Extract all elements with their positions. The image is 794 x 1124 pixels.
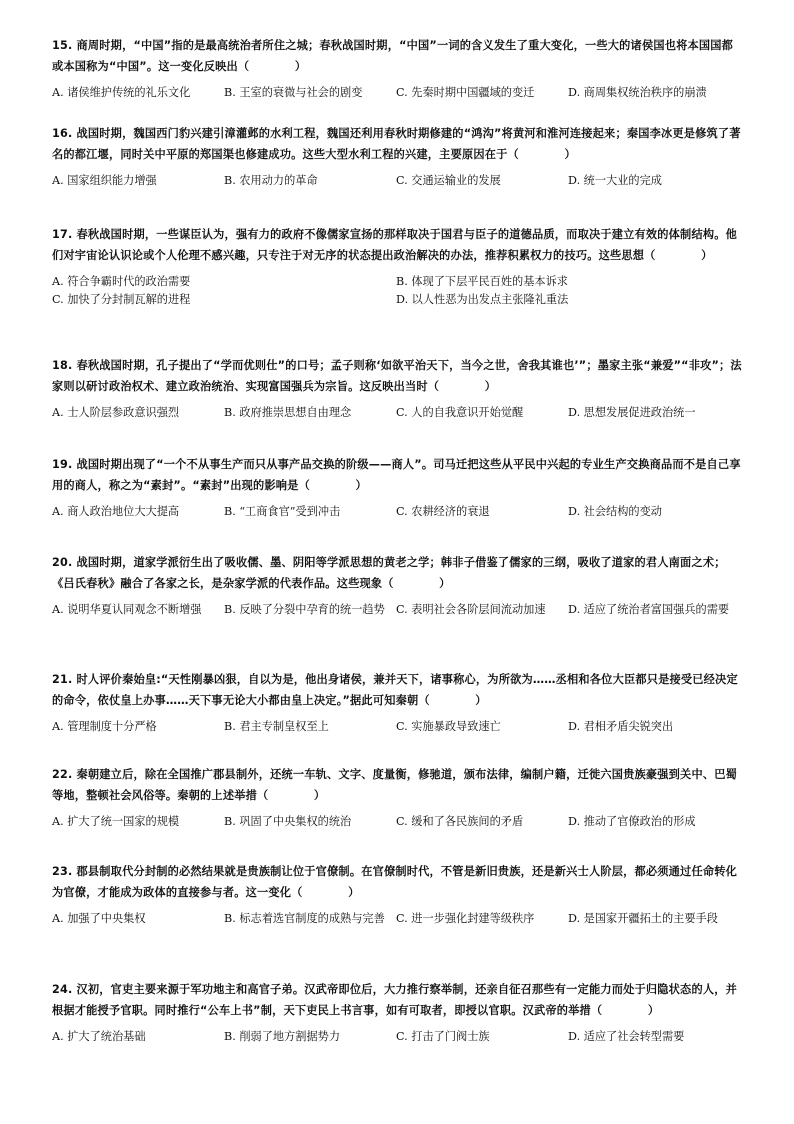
option-d[interactable]: D. 推动了官僚政治的形成 (568, 815, 696, 828)
question-stem: 22. 秦朝建立后，除在全国推广郡县制外，还统一车轨、文字、度量衡，修驰道，颁布法律，编制户籍，迁徙六国贵族豪强到关中、巴蜀等地，整顿社会风俗等。秦朝的上述举措（ ） (52, 768, 737, 802)
option-d[interactable]: D. 适应了社会转型需要 (568, 1030, 685, 1043)
option-a[interactable]: A. 士人阶层参政意识强烈 (52, 406, 180, 419)
option-d[interactable]: D. 商周集权统治秩序的崩溃 (568, 86, 707, 99)
option-c[interactable]: C. 农耕经济的衰退 (396, 505, 490, 518)
question-23 (52, 862, 742, 948)
option-d[interactable]: D. 君相矛盾尖锐突出 (568, 720, 674, 733)
option-b[interactable]: B. 君主专制皇权至上 (224, 720, 329, 733)
question-stem: 23. 郡县制取代分封制的必然结果就是贵族制让位于官僚制。在官僚制时代，不管是新旧贵族，还是新兴士人阶层，都必须通过任命转化为官僚，才能成为政体的直接参与者。这一变化（ ） (52, 865, 737, 899)
option-grid (52, 273, 742, 311)
question-24 (52, 980, 742, 1049)
option-a[interactable]: A. 诸侯维护传统的礼乐文化 (52, 86, 191, 99)
option-d[interactable]: D. 以人性恶为出发点主张隆礼重法 (396, 293, 569, 306)
question-stem: 15. 商周时期，“中国”指的是最高统治者所住之城；春秋战国时期，“中国”一词的含义发生了重大变化，一些大的诸侯国也将本国国都或本国称为“中国”。这一变化反映出（ ） (52, 39, 734, 73)
option-b[interactable]: B. 标志着选官制度的成熟与完善 (224, 912, 385, 925)
option-a[interactable]: A. 国家组织能力增强 (52, 174, 157, 187)
option-d[interactable]: D. 统一大业的完成 (568, 174, 662, 187)
option-c[interactable]: C. 先秦时期中国疆域的变迁 (396, 86, 535, 99)
option-row (52, 718, 742, 739)
option-row (52, 172, 742, 193)
option-b[interactable]: B. 削弱了地方割据势力 (224, 1030, 341, 1043)
option-d[interactable]: D. 是国家开疆拓土的主要手段 (568, 912, 718, 925)
question-18 (52, 356, 742, 425)
option-a[interactable]: A. 加强了中央集权 (52, 912, 146, 925)
option-c[interactable]: C. 人的自我意识开始觉醒 (396, 406, 524, 419)
option-row (52, 1028, 742, 1049)
option-c[interactable]: C. 实施暴政导致速亡 (396, 720, 501, 733)
option-a[interactable]: A. 扩大了统治基础 (52, 1030, 146, 1043)
option-a[interactable]: A. 扩大了统一国家的规模 (52, 815, 180, 828)
option-row (52, 404, 742, 425)
question-19 (52, 455, 742, 524)
question-15 (52, 36, 742, 105)
option-c[interactable]: C. 进一步强化封建等级秩序 (396, 912, 535, 925)
question-17 (52, 225, 742, 311)
option-b[interactable]: B. 体现了下层平民百姓的基本诉求 (396, 275, 568, 288)
question-stem: 20. 战国时期，道家学派衍生出了吸收儒、墨、阴阳等学派思想的黄老之学；韩非子借鉴了儒家的三纲，吸收了道家的君人南面之术；《吕氏春秋》融合了各家之长，是杂家学派的代表作品。这些现象（ ） (52, 556, 726, 590)
option-a[interactable]: A. 符合争霸时代的政治需要 (52, 275, 191, 288)
option-a[interactable]: A. 管理制度十分严格 (52, 720, 157, 733)
option-b[interactable]: B. 政府推崇思想自由理念 (224, 406, 352, 419)
question-stem: 21. 时人评价秦始皇:“天性刚暴凶狠，自以为是，他出身诸侯，兼并天下，诸事称心，为所欲为……丞相和各位大臣都只是接受已经决定的命令，依仗皇上办事……天下事无论大小都由皇上决定。”据此可知秦朝（ ） (52, 673, 738, 707)
question-stem: 18. 春秋战国时期，孔子提出了“学而优则仕”的口号；孟子则称‘如欲平治天下，当今之世，舍我其谁也’”；墨家主张“兼爱”“非攻”；法家则以研讨政治权术、建立政治统治、实现富国强兵为宗旨。这反映出当时（ ） (52, 359, 742, 393)
question-stem: 19. 战国时期出现了“一个不从事生产而只从事产品交换的阶级——商人”。司马迁把这些从平民中兴起的专业生产交换商品而不是自己享用的商人，称之为“素封”。“素封”出现的影响是（ ） (52, 458, 741, 492)
option-row (52, 813, 742, 834)
question-20 (52, 553, 742, 639)
question-21 (52, 670, 742, 739)
question-stem: 24. 汉初，官吏主要来源于军功地主和高官子弟。汉武帝即位后，大力推行察举制，还亲自征召那些有一定能力而处于归隐状态的人，并根据才能授予官职。同时推行“公车上书”制，天下吏民上书言事，如有可取者，即授以官职。汉武帝的举措（ ） (52, 983, 737, 1017)
option-d[interactable]: D. 适应了统治者富国强兵的需要 (568, 603, 730, 616)
option-b[interactable]: B. 农用动力的革命 (224, 174, 318, 187)
question-stem: 17. 春秋战国时期，一些谋臣认为，强有力的政府不像儒家宣扬的那样取决于国君与臣子的道德品质，而取决于建立有效的体制结构。他们对宇宙论认识论或个人伦理不感兴趣，只专注于对无序的状态提出政治解决的办法，推荐积累权力的技巧。这些思想（ ） (52, 228, 737, 262)
option-d[interactable]: D. 社会结构的变动 (568, 505, 662, 518)
option-row (52, 910, 742, 948)
question-22 (52, 765, 742, 834)
option-a[interactable]: A. 说明华夏认同观念不断增强 (52, 603, 202, 616)
option-b[interactable]: B. 王室的衰微与社会的剧变 (224, 86, 363, 99)
question-16 (52, 124, 742, 193)
option-row (52, 84, 742, 105)
option-b[interactable]: B. 反映了分裂中孕育的统一趋势 (224, 603, 385, 616)
option-c[interactable]: C. 加快了分封制瓦解的进程 (52, 293, 191, 306)
option-d[interactable]: D. 思想发展促进政治统一 (568, 406, 696, 419)
question-stem: 16. 战国时期，魏国西门豹兴建引漳灌邺的水利工程，魏国还利用春秋时期修建的“鸿沟”将黄河和淮河连接起来；秦国李冰更是修筑了著名的都江堰，同时关中平原的郑国渠也修建成功。这些大型水利工程的兴建，主要原因在于（ ） (52, 127, 741, 161)
option-c[interactable]: C. 缓和了各民族间的矛盾 (396, 815, 524, 828)
option-row (52, 503, 742, 524)
option-c[interactable]: C. 打击了门阀士族 (396, 1030, 490, 1043)
option-b[interactable]: B. 巩固了中央集权的统治 (224, 815, 352, 828)
option-row (52, 601, 742, 639)
option-c[interactable]: C. 交通运输业的发展 (396, 174, 501, 187)
option-c[interactable]: C. 表明社会各阶层间流动加速 (396, 603, 546, 616)
option-b[interactable]: B. “工商食官”受到冲击 (224, 505, 341, 518)
option-a[interactable]: A. 商人政治地位大大提高 (52, 505, 180, 518)
